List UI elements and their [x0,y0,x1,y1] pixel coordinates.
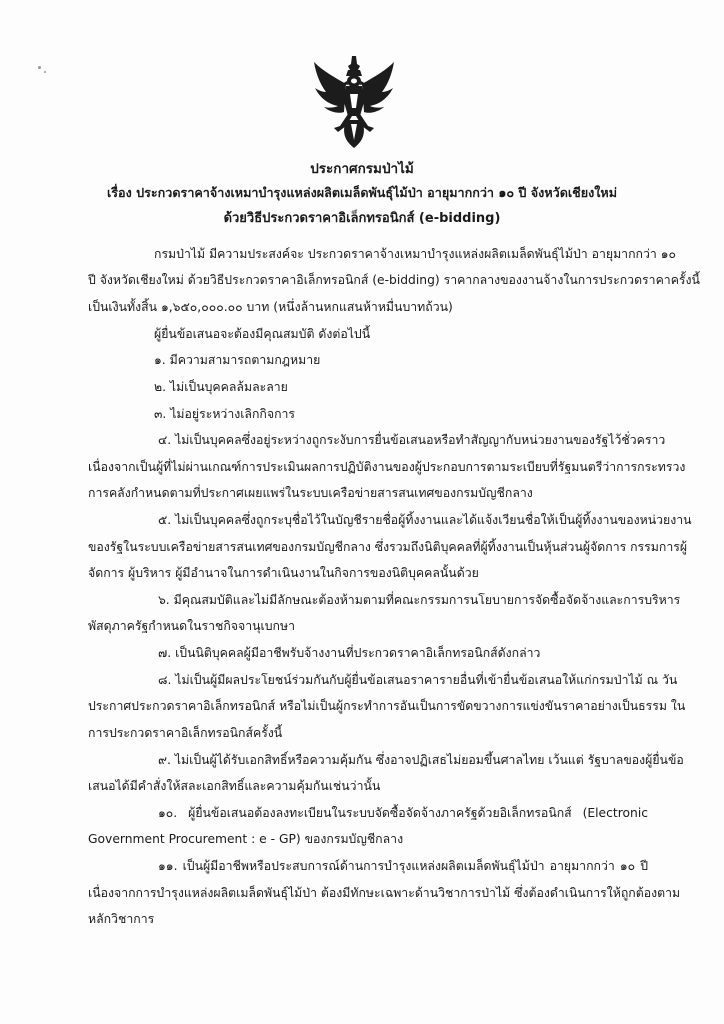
scan-speck [38,66,41,69]
qualification-item-10-line-1: ๑๐. ผู้ยื่นข้อเสนอต้องลงทะเบียนในระบบจัดซื้อจัดจ้างภาครัฐด้วยอิเล็กทรอนิกส์ (Electronic [158,806,648,820]
qualification-item-4-line-1: ๔. ไม่เป็นบุคคลซึ่งอยู่ระหว่างถูกระงับการยื่นข้อเสนอหรือทำสัญญากับหน่วยงานของรัฐไว้ชั่วคราว [158,433,666,447]
qualification-item-4-line-3: การคลังกำหนดตามที่ประกาศเผยแพร่ในระบบเครือข่ายสารสนเทศของกรมบัญชีกลาง [88,486,533,500]
qualification-item-5-line-2: ของรัฐในระบบเครือข่ายสารสนเทศของกรมบัญชีกลาง ซึ่งรวมถึงนิติบุคคลที่ผู้ทิ้งงานเป็นหุ้นส่วนผู้จัดการ กรรมการผู้ [88,540,688,554]
qualification-item-8-line-1: ๘. ไม่เป็นผู้มีผลประโยชน์ร่วมกันกับผู้ยื่นข้อเสนอราคารายอื่นที่เข้ายื่นข้อเสนอให้แก่กรมป่าไม้ ณ วัน [158,673,678,687]
qualification-item-11-line-3: หลักวิชาการ [88,912,155,926]
qualification-item-7: ๗. เป็นนิติบุคคลผู้มีอาชีพรับจ้างงานที่ประกวดราคาอิเล็กทรอนิกส์ดังกล่าว [158,646,541,660]
subject-line-2: ด้วยวิธีประกวดราคาอิเล็กทรอนิกส์ (e-bidding) [223,211,501,226]
qualification-item-5-line-3: จัดการ ผู้บริหาร ผู้มีอำนาจในการดำเนินงานในกิจการของนิติบุคคลนั้นด้วย [88,566,479,580]
garuda-emblem-icon [312,54,396,150]
qualification-item-9-line-2: เสนอได้มีคำสั่งให้สละเอกสิทธิ์และความคุ้มกันเช่นว่านั้น [88,779,381,793]
intro-line-3: เป็นเงินทั้งสิ้น ๑,๖๕๐,๐๐๐.๐๐ บาท (หนึ่งล้านหกแสนห้าหมื่นบาทถ้วน) [88,300,453,314]
qualification-item-4-line-2: เนื่องจากเป็นผู้ที่ไม่ผ่านเกณฑ์การประเมินผลการปฏิบัติงานของผู้ประกอบการตามระเบียบที่รัฐมนตรีว่าการกระทรวง [88,460,686,474]
intro-line-1: กรมป่าไม้ มีความประสงค์จะ ประกวดราคาจ้างเหมาบำรุงแหล่งผลิตเมล็ดพันธุ์ไม้ป่า อายุมากกว่า ๑๐ [154,247,677,261]
qualification-item-5-line-1: ๕. ไม่เป็นบุคคลซึ่งถูกระบุชื่อไว้ในบัญชีรายชื่อผู้ทิ้งงานและได้แจ้งเวียนชื่อให้เป็นผู้ทิ้งงานของหน่วยงาน [158,513,692,527]
qualification-item-10-line-2: Government Procurement : e - GP) ของกรมบัญชีกลาง [88,832,404,846]
qualification-item-6-line-1: ๖. มีคุณสมบัติและไม่มีลักษณะต้องห้ามตามที่คณะกรรมการนโยบายการจัดซื้อจัดจ้างและการบริหาร [158,593,681,607]
qualification-item-6-line-2: พัสดุภาครัฐกำหนดในราชกิจจานุเบกษา [88,619,295,633]
subject-line-1: เรื่อง ประกวดราคาจ้างเหมาบำรุงแหล่งผลิตเมล็ดพันธุ์ไม้ป่า อายุมากกว่า ๑๐ ปี จังหวัดเชียงใหม่ [106,185,618,200]
intro-line-2: ปี จังหวัดเชียงใหม่ ด้วยวิธีประกวดราคาอิเล็กทรอนิกส์ (e-bidding) ราคากลางของงานจ้างในการประกวดราคาครั้งนี้ [88,273,700,287]
qualifications-intro: ผู้ยื่นข้อเสนอจะต้องมีคุณสมบัติ ดังต่อไปนี้ [154,327,371,341]
qualification-item-11-line-2: เนื่องจากการบำรุงแหล่งผลิตเมล็ดพันธุ์ไม้ป่า ต้องมีทักษะเฉพาะด้านวิชาการป่าไม้ ซึ่งต้องดำเนินการให้ถูกต้องตาม [88,886,681,900]
qualification-item-8-line-3: การประกวดราคาอิเล็กทรอนิกส์ครั้งนี้ [88,726,283,740]
qualification-item-11-line-1: ๑๑. เป็นผู้มีอาชีพหรือประสบการณ์ด้านการบำรุงแหล่งผลิตเมล็ดพันธุ์ไม้ป่า อายุมากกว่า ๑๐ ปี [158,859,648,873]
qualification-item-8-line-2: ประกาศประกวดราคาอิเล็กทรอนิกส์ หรือไม่เป็นผู้กระทำการอันเป็นการขัดขวางการแข่งขันราคาอย่างเป็นธรรม ใน [88,699,686,713]
agency-title: ประกาศกรมป่าไม้ [310,161,414,177]
qualification-item-3: ๓. ไม่อยู่ระหว่างเลิกกิจการ [154,407,296,421]
scan-speck [44,71,46,73]
qualification-item-2: ๒. ไม่เป็นบุคคลล้มละลาย [154,380,288,394]
qualification-item-9-line-1: ๙. ไม่เป็นผู้ได้รับเอกสิทธิ์หรือความคุ้มกัน ซึ่งอาจปฏิเสธไม่ยอมขึ้นศาลไทย เว้นแต่ รัฐบาลของผู้ยื่นข้อ [158,753,684,767]
qualification-item-1: ๑. มีความสามารถตามกฎหมาย [154,353,321,367]
